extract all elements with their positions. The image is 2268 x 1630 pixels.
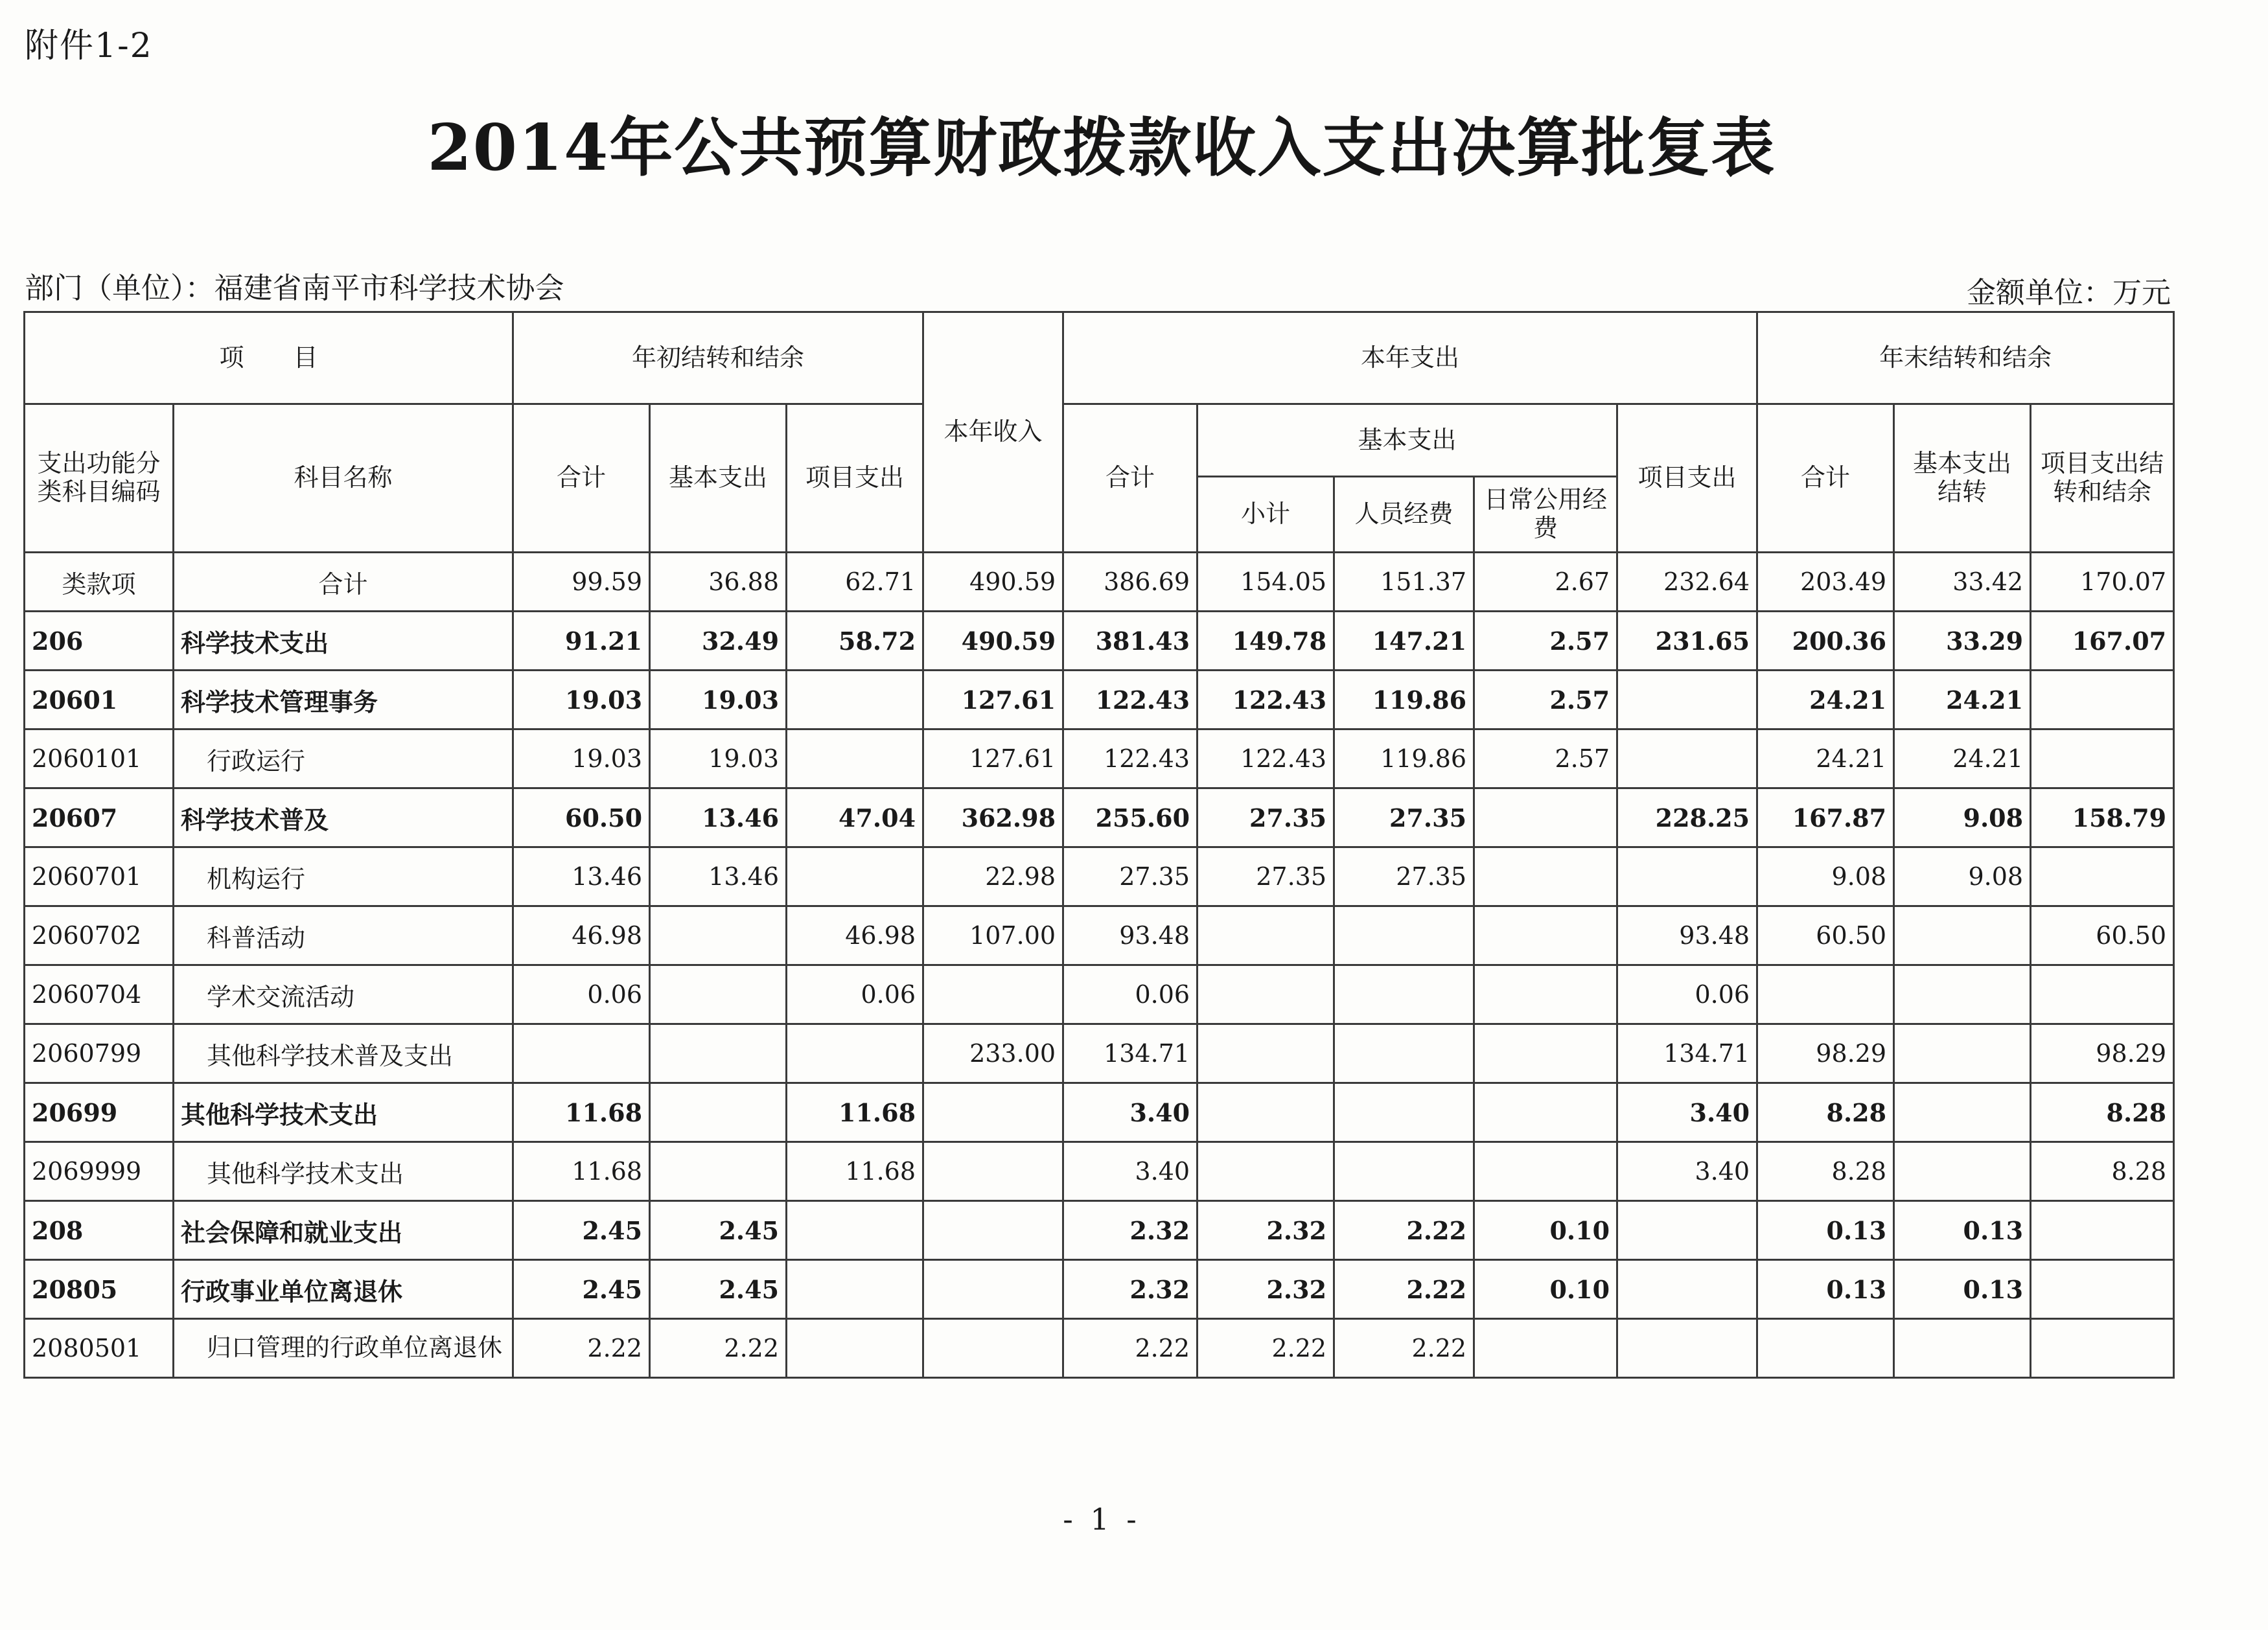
row-value [787,1024,923,1083]
row-value: 36.88 [650,553,787,612]
row-value [1757,965,1894,1024]
row-code: 20607 [25,788,174,847]
row-value [1334,1024,1474,1083]
row-value [650,1142,787,1201]
row-value [787,1260,923,1319]
row-subject-name: 行政运行 [174,729,513,788]
row-value: 3.40 [1617,1083,1757,1142]
row-value [2031,1260,2174,1319]
row-value [1198,965,1334,1024]
header-exp-basic: 基本支出 [1198,404,1617,477]
row-value: 13.46 [650,788,787,847]
row-value: 122.43 [1198,729,1334,788]
department-label: 部门（单位）：福建省南平市科学技术协会 [25,271,564,305]
row-value: 0.06 [787,965,923,1024]
header-item: 项 目 [25,312,513,404]
table-row [25,729,2174,788]
attachment-label: 附件1-2 [25,27,153,65]
header-subject-name: 科目名称 [174,404,513,553]
row-value: 107.00 [923,906,1063,965]
row-code: 2060704 [25,965,174,1024]
row-value [1894,1142,2031,1201]
row-value: 2.22 [1198,1319,1334,1378]
row-value: 2.32 [1063,1201,1198,1260]
row-value: 3.40 [1063,1083,1198,1142]
row-value: 2.45 [513,1260,650,1319]
row-value: 0.06 [1063,965,1198,1024]
row-value [650,906,787,965]
row-value [1617,729,1757,788]
row-value [2031,965,2174,1024]
row-value [650,965,787,1024]
row-value: 158.79 [2031,788,2174,847]
row-value [2031,1319,2174,1378]
row-value: 0.10 [1474,1260,1617,1319]
row-value: 32.49 [650,612,787,671]
row-subject-name: 合计 [174,553,513,612]
row-code: 2060701 [25,847,174,906]
row-value: 24.21 [1894,729,2031,788]
row-value: 490.59 [923,612,1063,671]
row-value [650,1083,787,1142]
row-value [1617,671,1757,729]
header-opening-project: 项目支出 [787,404,923,553]
row-value: 2.57 [1474,671,1617,729]
row-value [1474,1319,1617,1378]
table-row [25,1024,2174,1083]
row-value: 381.43 [1063,612,1198,671]
row-value: 93.48 [1617,906,1757,965]
row-value: 149.78 [1198,612,1334,671]
row-value [1894,1083,2031,1142]
row-value: 98.29 [1757,1024,1894,1083]
header-row-1 [25,312,2174,404]
row-value: 93.48 [1063,906,1198,965]
row-value: 3.40 [1063,1142,1198,1201]
row-value: 27.35 [1334,788,1474,847]
row-value: 0.06 [513,965,650,1024]
row-value: 200.36 [1757,612,1894,671]
row-value [1474,1142,1617,1201]
row-value: 127.61 [923,729,1063,788]
row-value: 147.21 [1334,612,1474,671]
row-value: 2.67 [1474,553,1617,612]
row-value: 98.29 [2031,1024,2174,1083]
row-value [923,1142,1063,1201]
row-subject-name: 科学技术管理事务 [174,671,513,729]
row-value: 11.68 [513,1142,650,1201]
row-value [1617,1201,1757,1260]
row-value: 119.86 [1334,729,1474,788]
row-subject-name: 其他科学技术普及支出 [174,1024,513,1083]
row-value: 8.28 [2031,1083,2174,1142]
row-value: 203.49 [1757,553,1894,612]
table-row [25,1142,2174,1201]
header-exp-project: 项目支出 [1617,404,1757,553]
row-value: 27.35 [1334,847,1474,906]
header-row-2 [25,404,2174,477]
row-value: 122.43 [1198,671,1334,729]
row-subject-name: 行政事业单位离退休 [174,1260,513,1319]
row-value: 2.22 [650,1319,787,1378]
row-value [787,671,923,729]
row-code: 20805 [25,1260,174,1319]
row-value: 33.42 [1894,553,2031,612]
row-value: 167.07 [2031,612,2174,671]
row-value [923,1319,1063,1378]
row-value: 232.64 [1617,553,1757,612]
table-row [25,553,2174,612]
row-value: 11.68 [787,1142,923,1201]
row-value [1757,1319,1894,1378]
row-value: 127.61 [923,671,1063,729]
row-value: 46.98 [787,906,923,965]
row-value: 0.13 [1894,1201,2031,1260]
row-value [2031,729,2174,788]
row-value: 0.06 [1617,965,1757,1024]
row-value: 151.37 [1334,553,1474,612]
row-value: 24.21 [1894,671,2031,729]
row-value: 2.45 [650,1201,787,1260]
row-value [1894,906,2031,965]
row-subject-name: 学术交流活动 [174,965,513,1024]
table-row [25,847,2174,906]
row-subject-name: 其他科学技术支出 [174,1142,513,1201]
row-value: 47.04 [787,788,923,847]
table-row [25,788,2174,847]
row-value: 60.50 [513,788,650,847]
row-value [923,1260,1063,1319]
row-value: 33.29 [1894,612,2031,671]
row-value: 134.71 [1063,1024,1198,1083]
row-value: 19.03 [650,729,787,788]
row-value [2031,1201,2174,1260]
row-value [1894,1024,2031,1083]
row-value: 13.46 [650,847,787,906]
row-value: 27.35 [1198,788,1334,847]
row-value: 99.59 [513,553,650,612]
row-value: 2.22 [1334,1260,1474,1319]
row-value: 0.10 [1474,1201,1617,1260]
row-subject-name: 科普活动 [174,906,513,965]
row-value: 362.98 [923,788,1063,847]
row-value: 2.45 [650,1260,787,1319]
row-value: 19.03 [513,729,650,788]
row-value: 19.03 [650,671,787,729]
row-value: 2.57 [1474,729,1617,788]
row-value: 490.59 [923,553,1063,612]
header-daily-public: 日常公用经费 [1474,477,1617,553]
row-value [787,847,923,906]
row-value: 27.35 [1198,847,1334,906]
row-value: 122.43 [1063,729,1198,788]
row-code: 2060799 [25,1024,174,1083]
row-value: 8.28 [1757,1142,1894,1201]
table-row [25,1083,2174,1142]
row-value: 19.03 [513,671,650,729]
header-current-income: 本年收入 [923,312,1063,553]
row-code: 2060101 [25,729,174,788]
row-value: 91.21 [513,612,650,671]
row-value: 119.86 [1334,671,1474,729]
row-subject-name: 机构运行 [174,847,513,906]
table-row [25,1319,2174,1378]
row-value: 13.46 [513,847,650,906]
row-code: 2080501 [25,1319,174,1378]
row-subject-name: 归口管理的行政单位离退休 [174,1319,513,1378]
row-value: 9.08 [1894,788,2031,847]
table-row [25,906,2174,965]
row-value: 134.71 [1617,1024,1757,1083]
row-value: 11.68 [513,1083,650,1142]
budget-table [23,311,2175,1379]
table-row [25,1201,2174,1260]
row-value [1198,1024,1334,1083]
row-value [1474,1083,1617,1142]
row-value: 2.22 [513,1319,650,1378]
row-value: 46.98 [513,906,650,965]
row-value: 167.87 [1757,788,1894,847]
row-value [513,1024,650,1083]
row-value [1474,788,1617,847]
row-value [1474,1024,1617,1083]
row-value [923,1083,1063,1142]
row-value: 24.21 [1757,729,1894,788]
row-value: 60.50 [1757,906,1894,965]
budget-table-body [25,553,2174,1378]
row-subject-name: 社会保障和就业支出 [174,1201,513,1260]
row-value: 58.72 [787,612,923,671]
page-number: - 1 - [1063,1502,1140,1537]
row-value [1474,847,1617,906]
row-value [1334,965,1474,1024]
row-code: 208 [25,1201,174,1260]
header-opening-balance: 年初结转和结余 [513,312,923,404]
row-value: 0.13 [1894,1260,2031,1319]
row-code: 20601 [25,671,174,729]
row-value [787,1319,923,1378]
row-value [787,1201,923,1260]
row-value: 2.22 [1063,1319,1198,1378]
row-value [787,729,923,788]
row-value [1617,1260,1757,1319]
row-value: 11.68 [787,1083,923,1142]
row-value: 27.35 [1063,847,1198,906]
header-personnel: 人员经费 [1334,477,1474,553]
row-value: 122.43 [1063,671,1198,729]
row-value: 2.45 [513,1201,650,1260]
row-value [1334,1083,1474,1142]
row-value: 2.22 [1334,1201,1474,1260]
row-value [1894,1319,2031,1378]
row-value [650,1024,787,1083]
table-row [25,671,2174,729]
row-code: 2060702 [25,906,174,965]
row-value: 154.05 [1198,553,1334,612]
row-code: 206 [25,612,174,671]
row-value [2031,671,2174,729]
header-opening-total: 合计 [513,404,650,553]
row-code: 类款项 [25,553,174,612]
row-value [923,1201,1063,1260]
row-value: 0.13 [1757,1201,1894,1260]
table-row [25,965,2174,1024]
row-code: 2069999 [25,1142,174,1201]
row-value [1198,1083,1334,1142]
row-value [1198,906,1334,965]
row-value: 3.40 [1617,1142,1757,1201]
row-value: 386.69 [1063,553,1198,612]
row-value: 2.32 [1063,1260,1198,1319]
header-exp-total: 合计 [1063,404,1198,553]
row-value: 2.32 [1198,1201,1334,1260]
header-opening-basic: 基本支出 [650,404,787,553]
row-value: 170.07 [2031,553,2174,612]
row-value: 231.65 [1617,612,1757,671]
row-value: 24.21 [1757,671,1894,729]
row-value: 62.71 [787,553,923,612]
page-title: 2014年公共预算财政拨款收入支出决算批复表 [427,111,1776,185]
header-closing-basic: 基本支出结转 [1894,404,2031,553]
row-value [923,965,1063,1024]
row-subject-name: 其他科学技术支出 [174,1083,513,1142]
row-value: 233.00 [923,1024,1063,1083]
amount-unit-label: 金额单位：万元 [1966,275,2171,310]
row-value [1894,965,2031,1024]
row-value: 8.28 [2031,1142,2174,1201]
header-current-expenditure: 本年支出 [1063,312,1757,404]
table-row [25,612,2174,671]
row-value: 228.25 [1617,788,1757,847]
row-value [1334,1142,1474,1201]
row-subject-name: 科学技术支出 [174,612,513,671]
row-value: 2.22 [1334,1319,1474,1378]
row-value [1617,847,1757,906]
row-code: 20699 [25,1083,174,1142]
header-closing-balance: 年末结转和结余 [1757,312,2174,404]
row-value [1198,1142,1334,1201]
row-value: 22.98 [923,847,1063,906]
row-value: 8.28 [1757,1083,1894,1142]
row-value: 60.50 [2031,906,2174,965]
row-value: 255.60 [1063,788,1198,847]
row-value: 9.08 [1894,847,2031,906]
header-closing-project: 项目支出结转和结余 [2031,404,2174,553]
row-value: 2.32 [1198,1260,1334,1319]
row-value [1474,906,1617,965]
row-value [1474,965,1617,1024]
row-value [2031,847,2174,906]
row-value [1617,1319,1757,1378]
row-value: 9.08 [1757,847,1894,906]
row-value: 0.13 [1757,1260,1894,1319]
table-row [25,1260,2174,1319]
header-subtotal: 小计 [1198,477,1334,553]
row-subject-name: 科学技术普及 [174,788,513,847]
header-closing-total: 合计 [1757,404,1894,553]
row-value: 2.57 [1474,612,1617,671]
row-value [1334,906,1474,965]
header-func-code: 支出功能分类科目编码 [25,404,174,553]
